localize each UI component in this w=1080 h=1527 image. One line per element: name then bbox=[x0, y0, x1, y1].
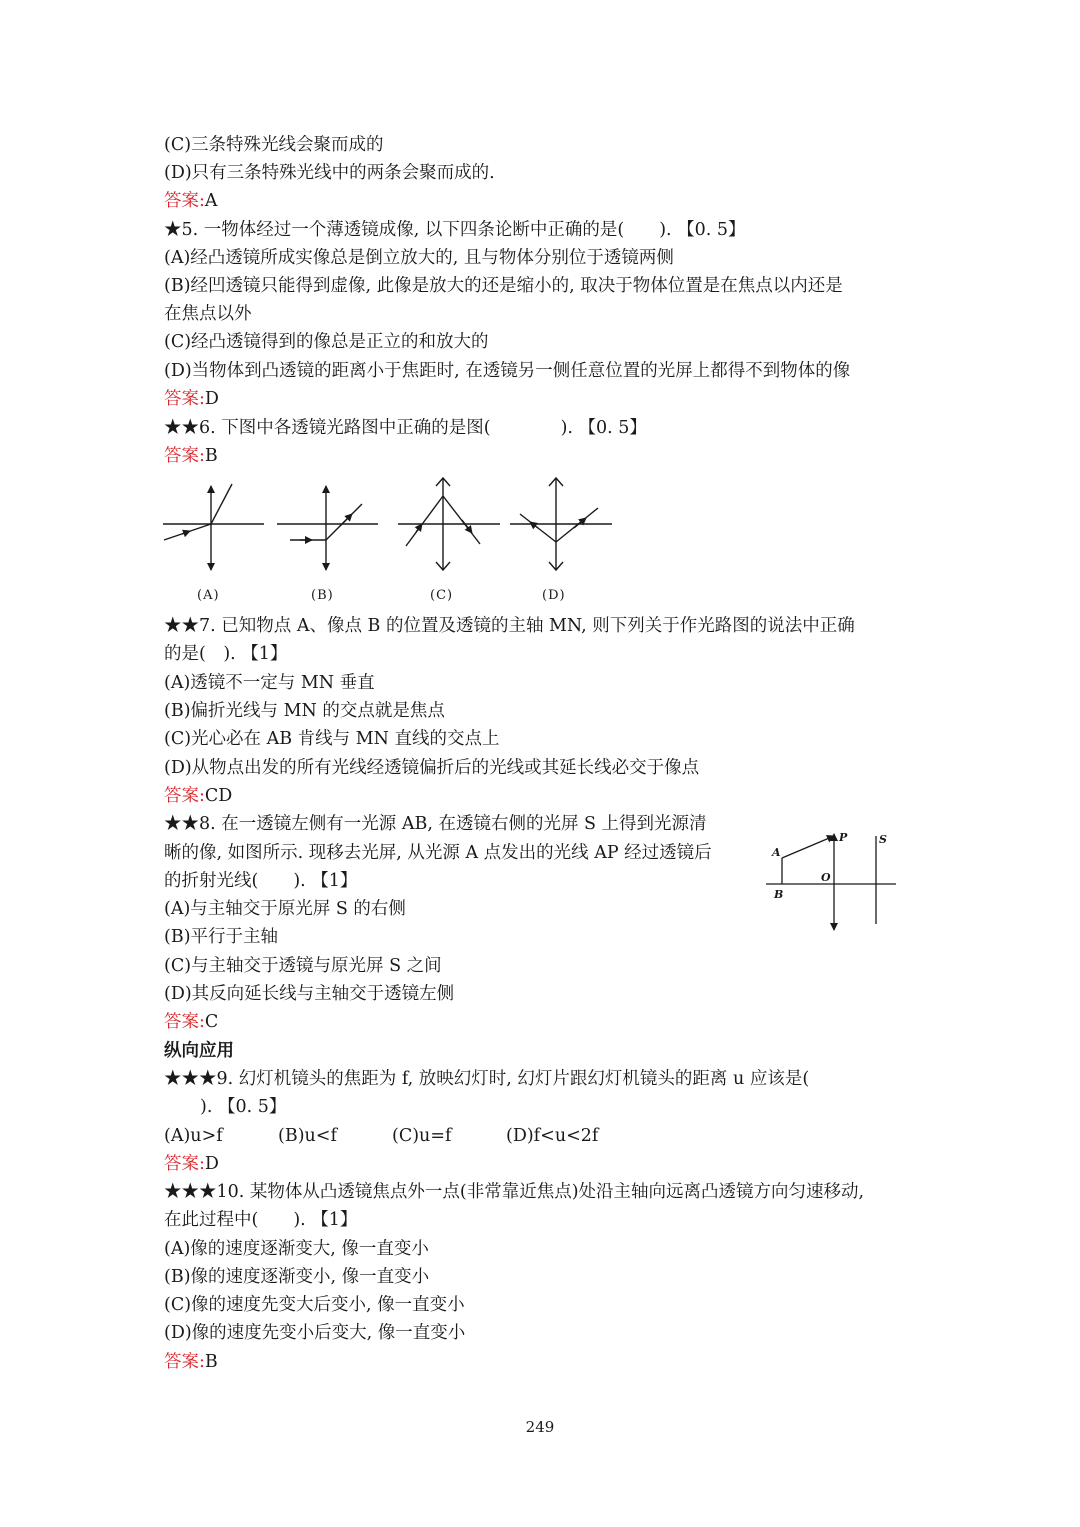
q8-label-p: P bbox=[839, 831, 848, 844]
answer-label: 答案: bbox=[164, 191, 205, 211]
answer-value: D bbox=[204, 389, 219, 409]
answer-value: B bbox=[204, 446, 218, 466]
q8-option-a: (A)与主轴交于原光屏 S 的右侧 bbox=[164, 899, 406, 919]
diagram-d-label: (D) bbox=[542, 588, 566, 603]
answer-value: A bbox=[204, 191, 218, 211]
q5-answer bbox=[164, 388, 219, 410]
q7-option-c: (C)光心必在 AB 肯线与 MN 直线的交点上 bbox=[164, 729, 500, 749]
q10-option-b: (B)像的速度逐渐变小, 像一直变小 bbox=[164, 1267, 430, 1287]
page-number: 249 bbox=[525, 1418, 555, 1436]
answer-value: B bbox=[204, 1352, 218, 1372]
q7-answer bbox=[164, 785, 232, 807]
q9-option-b: (B)u<f bbox=[278, 1126, 337, 1146]
q7-stem-cont: 的是( ). 【1】 bbox=[164, 644, 288, 664]
q8-stem-cont-1: 晰的像, 如图所示. 现移去光屏, 从光源 A 点发出的光线 AP 经过透镜后 bbox=[164, 843, 712, 863]
q9-answer bbox=[164, 1153, 219, 1175]
answer-value: D bbox=[204, 1154, 219, 1174]
q8-figure bbox=[760, 826, 905, 936]
answer-label: 答案: bbox=[164, 446, 205, 466]
diagram-a bbox=[163, 484, 264, 570]
q9-stem-cont: ). 【0. 5】 bbox=[200, 1097, 287, 1117]
q9-stem: ★★★9. 幻灯机镜头的焦距为 f, 放映幻灯时, 幻灯片跟幻灯机镜头的距离 u 应该是( bbox=[164, 1069, 810, 1089]
q9-option-a: (A)u>f bbox=[164, 1126, 223, 1146]
answer-value: CD bbox=[204, 786, 233, 806]
q5-option-a: (A)经凸透镜所成实像总是倒立放大的, 且与物体分别位于透镜两侧 bbox=[164, 248, 674, 268]
answer-value: C bbox=[204, 1012, 219, 1032]
q8-stem-cont-2: 的折射光线( ). 【1】 bbox=[164, 871, 358, 891]
q8-label-s: S bbox=[879, 833, 887, 846]
answer-label: 答案: bbox=[164, 1154, 205, 1174]
q5-option-b-cont: 在焦点以外 bbox=[164, 304, 252, 324]
q8-label-b: B bbox=[774, 888, 784, 901]
q10-stem-cont: 在此过程中( ). 【1】 bbox=[164, 1210, 358, 1230]
q8-option-d: (D)其反向延长线与主轴交于透镜左侧 bbox=[164, 984, 455, 1004]
diagram-a-label: (A) bbox=[197, 588, 220, 603]
q8-stem: ★★8. 在一透镜左侧有一光源 AB, 在透镜右侧的光屏 S 上得到光源清 bbox=[164, 814, 707, 834]
answer-label: 答案: bbox=[164, 1012, 205, 1032]
section-title: 纵向应用 bbox=[164, 1041, 234, 1061]
q6-answer bbox=[164, 445, 218, 467]
q4-answer bbox=[164, 190, 218, 212]
q10-answer bbox=[164, 1351, 218, 1373]
q5-option-b: (B)经凹透镜只能得到虚像, 此像是放大的还是缩小的, 取决于物体位置是在焦点以内还是 bbox=[164, 276, 843, 296]
q5-option-d: (D)当物体到凸透镜的距离小于焦距时, 在透镜另一侧任意位置的光屏上都得不到物体的像 bbox=[164, 361, 851, 381]
q8-answer bbox=[164, 1011, 218, 1033]
q7-stem: ★★7. 已知物点 A、像点 B 的位置及透镜的主轴 MN, 则下列关于作光路图的说法中正确 bbox=[164, 616, 855, 636]
diagram-b bbox=[277, 486, 378, 570]
q9-options bbox=[164, 1125, 598, 1147]
q6-stem: ★★6. 下图中各透镜光路图中正确的是图( ). 【0. 5】 bbox=[164, 418, 647, 438]
q7-option-d: (D)从物点出发的所有光线经透镜偏折后的光线或其延长线必交于像点 bbox=[164, 758, 700, 778]
answer-label: 答案: bbox=[164, 389, 205, 409]
diagram-c bbox=[398, 478, 500, 570]
q9-option-c: (C)u=f bbox=[392, 1126, 452, 1146]
answer-label: 答案: bbox=[164, 1352, 205, 1372]
q5-option-c: (C)经凸透镜得到的像总是正立的和放大的 bbox=[164, 332, 489, 352]
q7-option-a: (A)透镜不一定与 MN 垂直 bbox=[164, 673, 375, 693]
answer-label: 答案: bbox=[164, 786, 205, 806]
q7-option-b: (B)偏折光线与 MN 的交点就是焦点 bbox=[164, 701, 445, 721]
diagram-b-label: (B) bbox=[311, 588, 334, 603]
q10-stem: ★★★10. 某物体从凸透镜焦点外一点(非常靠近焦点)处沿主轴向远离凸透镜方向匀速移动, bbox=[164, 1182, 865, 1202]
q4-option-d: (D)只有三条特殊光线中的两条会聚而成的. bbox=[164, 163, 495, 183]
q8-option-c: (C)与主轴交于透镜与原光屏 S 之间 bbox=[164, 956, 442, 976]
q5-stem: ★5. 一物体经过一个薄透镜成像, 以下四条论断中正确的是( ). 【0. 5】 bbox=[164, 220, 746, 240]
q8-label-o: O bbox=[821, 871, 831, 884]
diagram-c-label: (C) bbox=[430, 588, 454, 603]
q8-option-b: (B)平行于主轴 bbox=[164, 927, 279, 947]
diagram-d bbox=[510, 478, 612, 570]
q9-option-d: (D)f<u<2f bbox=[506, 1126, 599, 1146]
q10-option-a: (A)像的速度逐渐变大, 像一直变小 bbox=[164, 1239, 429, 1259]
q10-option-d: (D)像的速度先变小后变大, 像一直变小 bbox=[164, 1323, 466, 1343]
q10-option-c: (C)像的速度先变大后变小, 像一直变小 bbox=[164, 1295, 465, 1315]
q4-option-c: (C)三条特殊光线会聚而成的 bbox=[164, 135, 384, 155]
q8-label-a: A bbox=[772, 846, 781, 859]
